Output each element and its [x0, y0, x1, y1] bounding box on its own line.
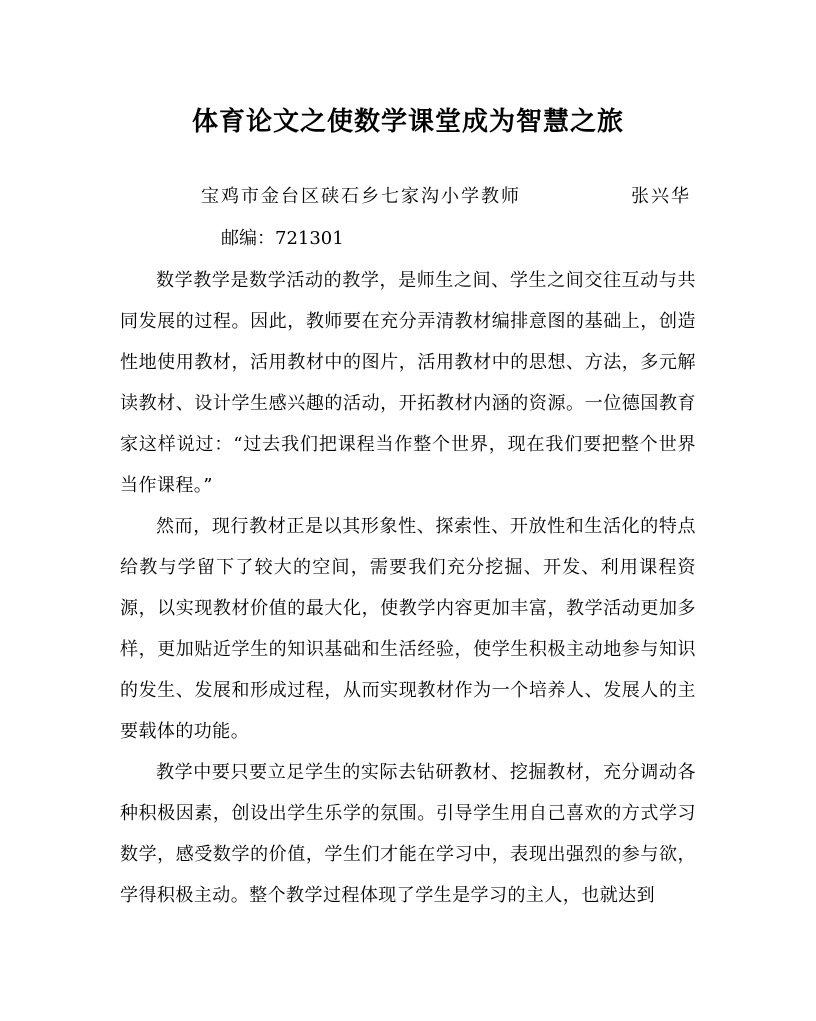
postcode: 邮编：721301	[221, 228, 344, 249]
document-body	[120, 260, 696, 916]
author-name: 张兴华	[631, 186, 691, 207]
author-affiliation: 宝鸡市金台区硖石乡七家沟小学教师	[201, 186, 521, 207]
body-paragraph: 数学教学是数学活动的教学，是师生之间、学生之间交往互动与共同发展的过程。因此，教师要在充分弄清教材编排意图的基础上，创造性地使用教材，活用教材中的图片，活用教材中的思想、方法，多元解读教材、设计学生感兴趣的活动，开拓教材内涵的资源。一位德国教育家这样说过：“过去我们把课程当作整个世界，现在我们要把整个世界当作课程。”	[120, 270, 696, 496]
body-paragraph: 然而，现行教材正是以其形象性、探索性、开放性和生活化的特点给教与学留下了较大的空间，需要我们充分挖掘、开发、利用课程资源，以实现教材价值的最大化，使教学内容更加丰富，教学活动更加多样，更加贴近学生的知识基础和生活经验，使学生积极主动地参与知识的发生、发展和形成过程，从而实现教材作为一个培养人、发展人的主要载体的功能。	[120, 516, 696, 742]
document-title: 体育论文之使数学课堂成为智慧之旅	[191, 107, 624, 137]
author-line	[201, 183, 701, 211]
body-paragraph: 教学中要只要立足学生的实际去钻研教材、挖掘教材，充分调动各种积极因素，创设出学生乐学的氛围。引导学生用自己喜欢的方式学习数学，感受数学的价值，学生们才能在学习中，表现出强烈的参与欲，学得积极主动。整个教学过程体现了学生是学习的主人，也就达到	[120, 762, 696, 906]
